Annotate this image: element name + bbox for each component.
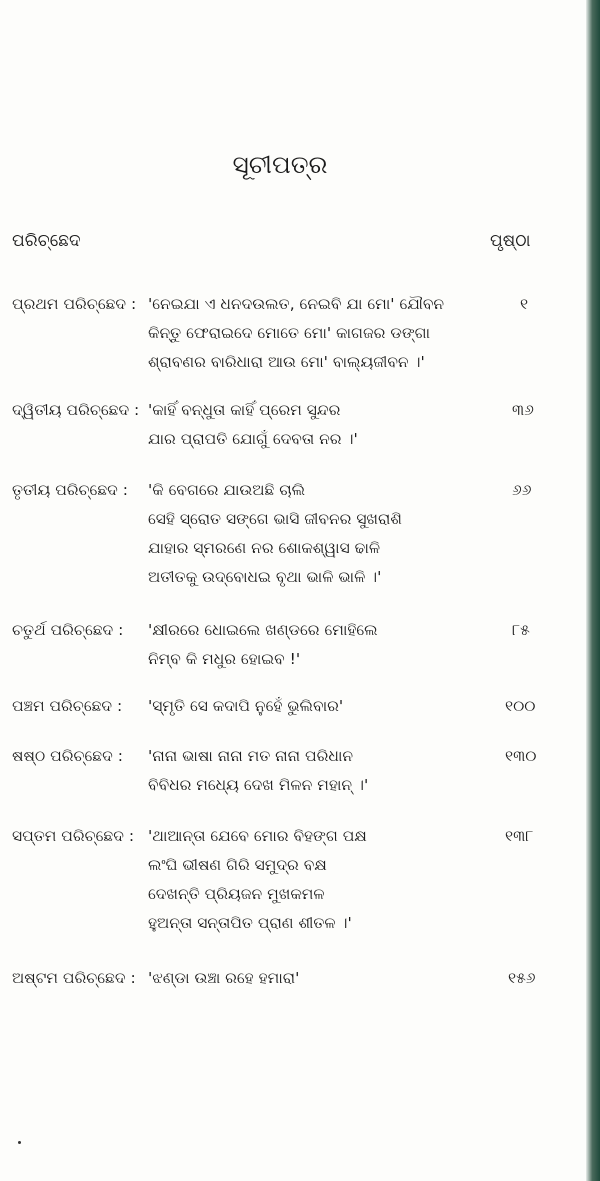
- chapter-label: ସପ୍ତମ ପରିଚ୍ଛେଦ :: [12, 827, 135, 845]
- page-number: ୬୬: [512, 481, 532, 499]
- chapter-column-header: ପରିଚ୍ଛେଦ: [12, 231, 81, 251]
- epigraph-line: କିନ୍ତୁ ଫେରାଇଦେ ମୋତେ ମୋ' କାଗଜର ଡଙ୍ଗା: [148, 324, 431, 342]
- chapter-label: ତୃତୀୟ ପରିଚ୍ଛେଦ :: [12, 481, 128, 499]
- epigraph-line: ଦେଖନ୍ତି ପ୍ରିୟଜନ ମୁଖକମଳ: [148, 885, 325, 903]
- epigraph-line: ଯାହାର ସ୍ମରଣେ ନର ଶୋକଶ୍ୱାସ ଢାଳି: [148, 539, 381, 557]
- epigraph-line: ହୁଅନ୍ତା ସନ୍ତାପିତ ପ୍ରାଣ ଶୀତଳ ।': [148, 914, 352, 932]
- page-number: ୧: [520, 295, 529, 313]
- chapter-epigraph: [148, 396, 358, 454]
- epigraph-line: 'କି ବେଗରେ ଯାଉଅଛି ଚାଲି: [148, 481, 306, 499]
- chapter-epigraph: [148, 964, 299, 993]
- chapter-label: ଅଷ୍ଟମ ପରିଚ୍ଛେଦ :: [12, 969, 136, 987]
- chapter-epigraph: [148, 476, 402, 592]
- epigraph-line: 'ନାନା ଭାଷା ନାନା ମତ ନାନା ପରିଧାନ: [148, 747, 354, 765]
- page-number: ୧୦୦: [505, 697, 536, 715]
- chapter-epigraph: [148, 742, 368, 800]
- chapter-label: ପଞ୍ଚମ ପରିଚ୍ଛେଦ :: [12, 697, 123, 715]
- epigraph-line: ଲଂଘି ଭୀଷଣ ଗିରି ସମୁଦ୍ର ବକ୍ଷ: [148, 856, 327, 874]
- epigraph-line: ଅତୀତକୁ ଉଦ୍‌ବୋଧଇ ବୃଥା ଭାଳି ଭାଳି ।': [148, 568, 382, 586]
- page-number: ୧୩୦: [505, 747, 537, 765]
- epigraph-line: 'ଝଣ୍ଡା ଉଞ୍ଚା ରହେ ହମାରା': [148, 969, 300, 987]
- chapter-label: ପ୍ରଥମ ପରିଚ୍ଛେଦ :: [12, 295, 137, 313]
- page-number: ୧୫୬: [508, 969, 536, 987]
- chapter-epigraph: [148, 290, 444, 377]
- epigraph-line: 'ସ୍ମୃତି ସେ କଦାପି ନୁହେଁ ଭୁଲିବାର': [148, 697, 344, 715]
- epigraph-line: 'କାହିଁ ବନ୍ଧୁତା କାହିଁ ପ୍ରେମ ସୁନ୍ଦର: [148, 401, 341, 419]
- epigraph-line: ବିବିଧର ମଧ୍ୟେ ଦେଖ ମିଳନ ମହାନ୍ ।': [148, 776, 369, 794]
- epigraph-line: 'ଥାଆନ୍ତା ଯେବେ ମୋର ବିହଙ୍ଗ ପକ୍ଷ: [148, 827, 367, 845]
- chapter-epigraph: [148, 692, 343, 721]
- epigraph-line: 'ନେଇଯା ଏ ଧନଦଉଲତ, ନେଇବି ଯା ମୋ' ଯୌବନ: [148, 295, 445, 313]
- chapter-label: ଚତୁର୍ଥ ପରିଚ୍ଛେଦ :: [12, 621, 124, 639]
- chapter-epigraph: [148, 822, 367, 938]
- epigraph-line: ନିମ୍ବ କି ମଧୁର ହୋଇବ !': [148, 650, 301, 668]
- epigraph-line: ଶ୍ରାବଣର ବାରିଧାରା ଆଉ ମୋ' ବାଲ୍ୟଜୀବନ ।': [148, 353, 425, 371]
- chapter-label: ଷଷ୍ଠ ପରିଚ୍ଛେଦ :: [12, 747, 123, 765]
- epigraph-line: ଯାର ପ୍ରାପତି ଯୋଗୁଁ ଦେବତା ନର ।': [148, 430, 358, 448]
- book-spine-edge: [586, 0, 600, 1181]
- chapter-epigraph: [148, 616, 378, 674]
- print-speck: [18, 1141, 21, 1144]
- page-number: ୩୬: [512, 401, 534, 419]
- epigraph-line: ସେହି ସ୍ରୋତ ସଙ୍ଗେ ଭାସି ଜୀବନର ସୁଖରାଶି: [148, 510, 402, 528]
- page-number: ୮୫: [512, 621, 530, 639]
- chapter-label: ଦ୍ୱିତୀୟ ପରିଚ୍ଛେଦ :: [12, 401, 140, 419]
- epigraph-line: 'କ୍ଷୀରରେ ଧୋଇଲେ ଖଣ୍ଡରେ ମୋହିଲେ: [148, 621, 378, 639]
- page-number: ୧୩୮: [505, 827, 534, 845]
- page-title: ସୂଚୀପତ୍ର: [232, 150, 328, 179]
- page-column-header: ପୃଷ୍ଠା: [490, 231, 531, 251]
